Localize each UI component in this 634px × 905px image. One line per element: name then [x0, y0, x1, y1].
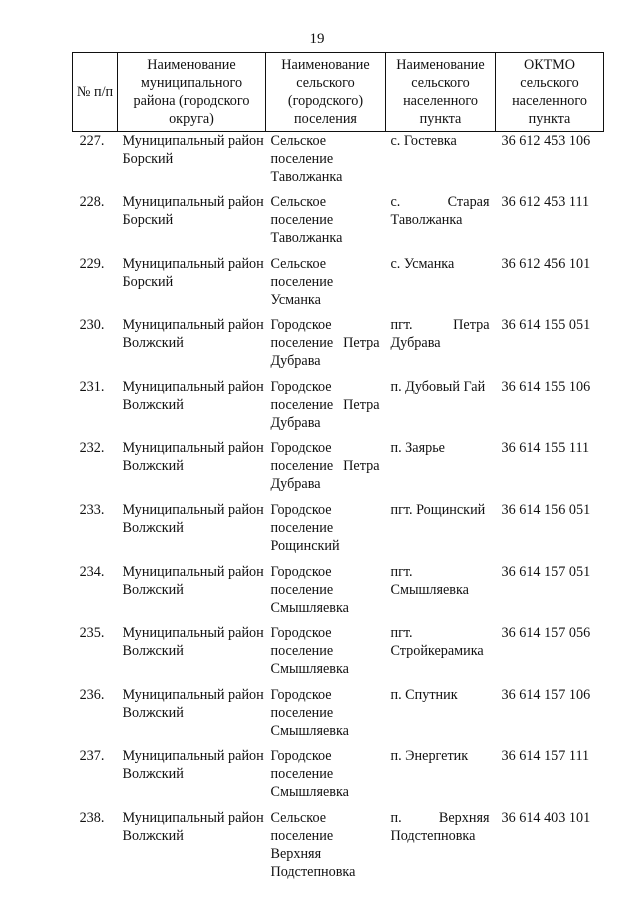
row-settlement: Городское поселение Петра Дубрава — [270, 440, 380, 493]
table-row — [73, 624, 604, 686]
row-locality: пгт. Стройкерамика — [390, 625, 484, 660]
row-locality: с. Усманка — [390, 255, 455, 272]
row-number: 231. — [79, 378, 105, 395]
row-district: Муниципальный район Волжский — [122, 810, 264, 845]
row-settlement: Городское поселение Смышляевка — [270, 563, 349, 616]
table-row — [73, 255, 604, 317]
row-number: 232. — [79, 440, 105, 457]
row-district: Муниципальный район Волжский — [122, 317, 264, 352]
header-settlement: Наименование сельского (городского) поселения — [266, 53, 386, 132]
row-settlement: Городское поселение Смышляевка — [270, 748, 349, 801]
page-number: 19 — [309, 31, 325, 47]
table-row — [73, 747, 604, 809]
row-oktmo: 36 614 157 051 — [501, 563, 591, 580]
row-district: Муниципальный район Волжский — [122, 686, 264, 721]
row-settlement: Сельское поселение Верхняя Подстепновка — [270, 810, 356, 881]
header-number: № п/п — [73, 53, 118, 132]
row-locality: пгт. Петра Дубрава — [390, 317, 490, 352]
row-district: Муниципальный район Волжский — [122, 563, 264, 598]
row-locality: п. Заярье — [390, 440, 445, 457]
row-district: Муниципальный район Борский — [122, 255, 264, 290]
header-oktmo: ОКТМО сельского населенного пункта — [496, 53, 604, 132]
row-settlement: Городское поселение Петра Дубрава — [270, 317, 380, 370]
row-number: 237. — [79, 748, 105, 765]
row-district: Муниципальный район Волжский — [122, 748, 264, 783]
row-number: 234. — [79, 563, 105, 580]
table-row — [73, 501, 604, 563]
row-settlement: Городское поселение Смышляевка — [270, 625, 349, 678]
row-number: 227. — [79, 133, 105, 149]
row-number: 233. — [79, 502, 105, 519]
row-settlement: Городское поселение Смышляевка — [270, 686, 349, 739]
row-number: 235. — [79, 625, 105, 642]
row-district: Муниципальный район Волжский — [122, 440, 264, 475]
row-oktmo: 36 612 453 111 — [501, 194, 590, 211]
row-district: Муниципальный район Волжский — [122, 625, 264, 660]
row-number: 238. — [79, 810, 105, 827]
table-row — [73, 809, 604, 881]
row-number: 228. — [79, 194, 105, 211]
row-settlement: Сельское поселение Усманка — [270, 255, 334, 308]
table-row — [73, 439, 604, 501]
table-row — [73, 563, 604, 625]
row-locality: п. Энергетик — [390, 748, 469, 765]
table-row — [73, 378, 604, 440]
row-locality: пгт. Смышляевка — [390, 563, 469, 598]
row-oktmo: 36 612 456 101 — [501, 255, 591, 272]
row-district: Муниципальный район Борский — [122, 194, 264, 229]
row-district: Муниципальный район Борский — [122, 133, 264, 167]
row-oktmo: 36 614 156 051 — [501, 502, 591, 519]
row-district: Муниципальный район Волжский — [122, 502, 264, 537]
row-oktmo: 36 614 155 106 — [501, 378, 591, 395]
row-oktmo: 36 614 403 101 — [501, 810, 591, 827]
row-number: 230. — [79, 317, 105, 334]
row-oktmo: 36 614 157 111 — [501, 748, 590, 765]
row-locality: пгт. Рощинский — [390, 502, 486, 519]
row-settlement: Сельское поселение Таволжанка — [270, 194, 343, 247]
row-settlement: Сельское поселение Таволжанка — [270, 133, 343, 185]
row-settlement: Городское поселение Рощинский — [270, 502, 340, 555]
row-number: 229. — [79, 255, 105, 272]
row-oktmo: 36 614 155 051 — [501, 317, 591, 334]
row-oktmo: 36 614 157 056 — [501, 625, 591, 642]
row-number: 236. — [79, 686, 105, 703]
header-district: Наименование муниципального района (городского округа) — [118, 53, 266, 132]
table-header — [73, 53, 604, 132]
row-locality: п. Верхняя Подстепновка — [390, 810, 490, 845]
row-settlement: Городское поселение Петра Дубрава — [270, 378, 380, 431]
row-oktmo: 36 614 157 106 — [501, 686, 591, 703]
table-row — [73, 686, 604, 748]
row-district: Муниципальный район Волжский — [122, 378, 264, 413]
table-row — [73, 316, 604, 378]
table-row — [73, 132, 604, 194]
row-locality: с. Гостевка — [390, 133, 457, 149]
row-oktmo: 36 614 155 111 — [501, 440, 590, 457]
row-locality: п. Спутник — [390, 686, 458, 703]
table-body — [73, 132, 604, 882]
header-locality: Наименование сельского населенного пункта — [386, 53, 496, 132]
row-locality: с. Старая Таволжанка — [390, 194, 490, 229]
table-row — [73, 193, 604, 255]
settlements-table — [72, 52, 604, 881]
row-oktmo: 36 612 453 106 — [501, 133, 591, 149]
row-locality: п. Дубовый Гай — [390, 378, 486, 395]
